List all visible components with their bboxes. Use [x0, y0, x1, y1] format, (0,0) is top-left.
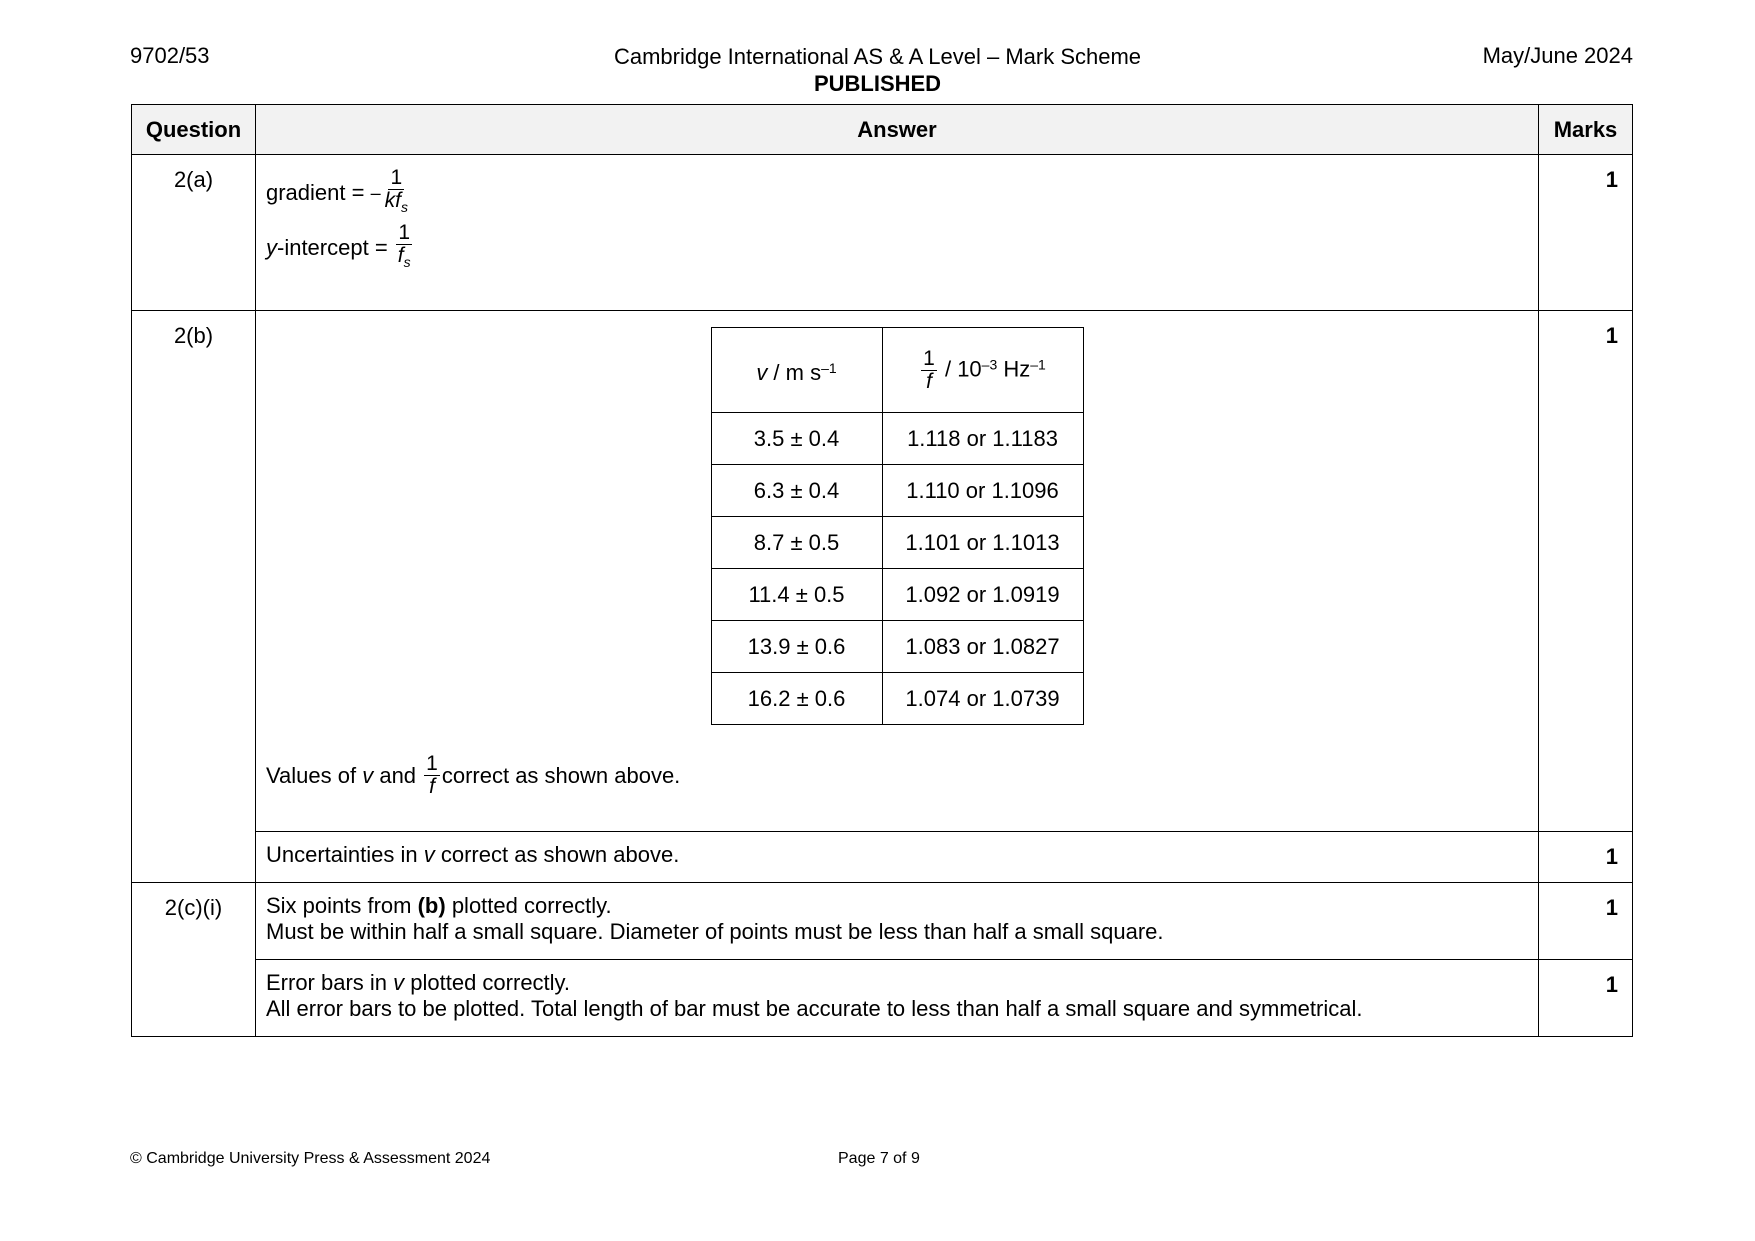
document-status: PUBLISHED — [813, 71, 942, 96]
table-row — [132, 883, 1633, 960]
marks-value: 1 — [1539, 832, 1633, 883]
marks-value: 1 — [1539, 883, 1633, 960]
copyright-notice: © Cambridge University Press & Assessment 2024 — [130, 1150, 491, 1167]
document-title: Cambridge International AS & A Level – Mark Scheme — [613, 44, 1142, 69]
table-row — [132, 155, 1633, 311]
gradient-expression: gradient = – $\frac{1}{kf_s}$ — [266, 167, 1528, 218]
data-table-header — [711, 328, 1083, 413]
intercept-fraction: $\frac{1}{f_s}$ — [397, 221, 411, 270]
table-header-row — [132, 105, 1633, 155]
page-number: Page 7 of 9 — [838, 1150, 920, 1167]
values-statement: Values of v and $\frac{1}{f}$ correct as shown above. — [266, 752, 681, 798]
answer-cell — [256, 155, 1539, 311]
gradient-fraction: $\frac{1}{kf_s}$ — [384, 166, 408, 215]
answer-cell: Error bars in v plotted correctly. All error bars to be plotted. Total length of bar must be accurate to less than half a small square and symmetrical. — [256, 960, 1539, 1037]
paper-code: 9702/53 — [130, 43, 210, 68]
question-label: 2(c)(i) — [132, 883, 256, 1037]
table-row — [132, 311, 1633, 832]
inverse-frequency-header: $\frac{1}{f}$ / $10^{-3}$ $Hz^{-1}$ — [882, 328, 1083, 413]
table-row: 11.4 ± 0.5 1.092 or 1.0919 — [711, 569, 1083, 621]
table-row: 3.5 ± 0.4 1.118 or 1.1183 — [711, 413, 1083, 465]
intercept-expression: y -intercept = $\frac{1}{f_s}$ — [266, 222, 1528, 273]
table-row: 6.3 ± 0.4 1.110 or 1.1096 — [711, 465, 1083, 517]
marks-value: 1 — [1539, 311, 1633, 832]
table-row: 16.2 ± 0.6 1.074 or 1.0739 — [711, 673, 1083, 725]
answer-cell — [256, 311, 1539, 832]
answer-cell: Uncertainties in v correct as shown above. — [256, 832, 1539, 883]
data-table — [711, 327, 1084, 725]
answer-cell: Six points from (b) plotted correctly. Must be within half a small square. Diameter of points must be less than half a small square. — [256, 883, 1539, 960]
table-row: 13.9 ± 0.6 1.083 or 1.0827 — [711, 621, 1083, 673]
exam-session: May/June 2024 — [1482, 43, 1633, 68]
marks-value: 1 — [1539, 155, 1633, 311]
table-row: 8.7 ± 0.5 1.101 or 1.1013 — [711, 517, 1083, 569]
mark-scheme-table — [131, 104, 1633, 1037]
marks-value: 1 — [1539, 960, 1633, 1037]
marks-column-header: Marks — [1539, 105, 1633, 155]
question-column-header: Question — [132, 105, 256, 155]
answer-column-header: Answer — [256, 105, 1539, 155]
velocity-header: v / m $s^{-1}$ — [711, 328, 882, 413]
table-row — [132, 960, 1633, 1037]
question-label: 2(a) — [132, 155, 256, 311]
question-label: 2(b) — [132, 311, 256, 883]
table-row — [132, 832, 1633, 883]
